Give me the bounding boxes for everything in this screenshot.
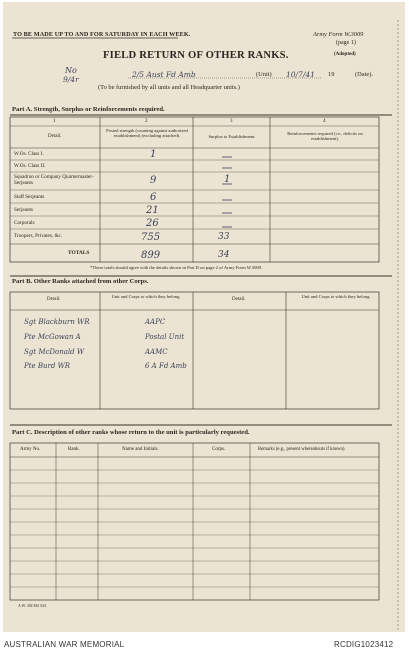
col-number: 1 bbox=[53, 119, 56, 124]
col-header-detail: Detail. bbox=[48, 134, 62, 139]
col-header-detail: Detail. bbox=[47, 297, 61, 302]
col-header-name: Name and Initials. bbox=[122, 447, 159, 452]
col-header-reinforcements: Reinforcements required (i.e., deficits on establishment). bbox=[287, 131, 363, 141]
form-page: (page 1) bbox=[336, 40, 356, 46]
col-header-surplus: Surplus to Establishment. bbox=[208, 134, 256, 139]
hw-date: 10/7/41 bbox=[286, 70, 315, 79]
col-number: 2 bbox=[145, 119, 148, 124]
form-status: (Adopted) bbox=[334, 52, 356, 57]
posted-value: 9 bbox=[150, 175, 157, 186]
surplus-value: 33 bbox=[218, 232, 230, 242]
attached-detail: Sgt Blackburn WR bbox=[24, 318, 90, 326]
part-b-title: Part B. Other Ranks attached from other Corps. bbox=[12, 278, 149, 285]
totals-footnote: *These totals should agree with the details shown in Part D on page 2 of Army Form W.3009. bbox=[90, 265, 263, 270]
col-header-corps: Corps. bbox=[212, 447, 226, 452]
hw-unit: 2/5 Aust Fd Amb bbox=[132, 70, 196, 79]
attached-detail: Pte Burd WR bbox=[24, 362, 71, 370]
row-label: Squadron or Company Quartermaster-Serjeants bbox=[14, 174, 94, 186]
row-label: Corporals bbox=[14, 220, 35, 226]
row-label: Serjeants bbox=[14, 207, 34, 213]
year-prefix: 19 bbox=[328, 71, 335, 78]
posted-value: 6 bbox=[150, 192, 157, 203]
page-title: FIELD RETURN OF OTHER RANKS. bbox=[103, 50, 289, 61]
col-header-detail: Detail. bbox=[232, 297, 246, 302]
totals-posted: 899 bbox=[141, 250, 161, 261]
row-label: Staff Serjeants bbox=[14, 194, 45, 200]
subtitle: (To be furnished by all units and all Headquarter units.) bbox=[98, 84, 240, 91]
row-label: W.Os. Class II. bbox=[14, 163, 46, 169]
unit-label: (Unit) bbox=[256, 71, 272, 78]
attached-detail: Pte McGowan A bbox=[24, 333, 81, 341]
surplus-value: 1 bbox=[224, 174, 231, 185]
hw-no: No bbox=[65, 66, 77, 75]
totals-label: TOTALS bbox=[68, 250, 90, 256]
col-number: 4 bbox=[323, 119, 326, 124]
row-label: W.Os. Class I. bbox=[14, 151, 44, 157]
attached-unit: Postal Unit bbox=[145, 333, 185, 341]
col-header-remarks: Remarks (e.g., present whereabouts if known). bbox=[258, 447, 346, 452]
archive-footer bbox=[0, 636, 409, 653]
notice-text: TO BE MADE UP TO AND FOR SATURDAY IN EACH WEEK. bbox=[13, 31, 191, 38]
hw-ref: 9/4r bbox=[63, 75, 79, 84]
col-header-unit-corps: Unit and Corps to which they belong. bbox=[111, 294, 181, 299]
print-code: A.W. 304 M4 3/41 bbox=[18, 604, 47, 608]
posted-value: 26 bbox=[146, 218, 159, 229]
attached-unit: 6 A Fd Amb bbox=[145, 362, 187, 370]
attached-detail: Sgt McDonald W bbox=[24, 348, 85, 356]
part-a-title: Part A. Strength, Surplus or Reinforcements required. bbox=[12, 106, 165, 113]
totals-surplus: 34 bbox=[218, 250, 230, 260]
posted-value: 1 bbox=[150, 149, 157, 160]
date-label: (Date). bbox=[355, 71, 373, 78]
attached-unit: AAMC bbox=[145, 348, 168, 356]
col-header-rank: Rank. bbox=[68, 447, 80, 452]
col-header-posted: Posted strength (counting against authorized establishment) (excluding attached). bbox=[106, 128, 188, 138]
posted-value: 755 bbox=[141, 232, 161, 243]
col-header-unit-corps: Unit and Corps to which they belong. bbox=[301, 294, 371, 299]
posted-value: 21 bbox=[146, 205, 159, 216]
form-name: Army Form W.3009 bbox=[313, 31, 364, 38]
part-c-title: Part C. Description of other ranks whose return to the unit is particularly requested. bbox=[12, 429, 250, 436]
col-header-army-no: Army No. bbox=[20, 447, 41, 452]
col-number: 3 bbox=[230, 119, 233, 124]
row-label: Troopers, Privates, &c. bbox=[14, 233, 63, 239]
archive-name: AUSTRALIAN WAR MEMORIAL bbox=[4, 640, 125, 649]
attached-unit: AAPC bbox=[145, 318, 166, 326]
archive-id: RCDIG1023412 bbox=[334, 640, 394, 649]
